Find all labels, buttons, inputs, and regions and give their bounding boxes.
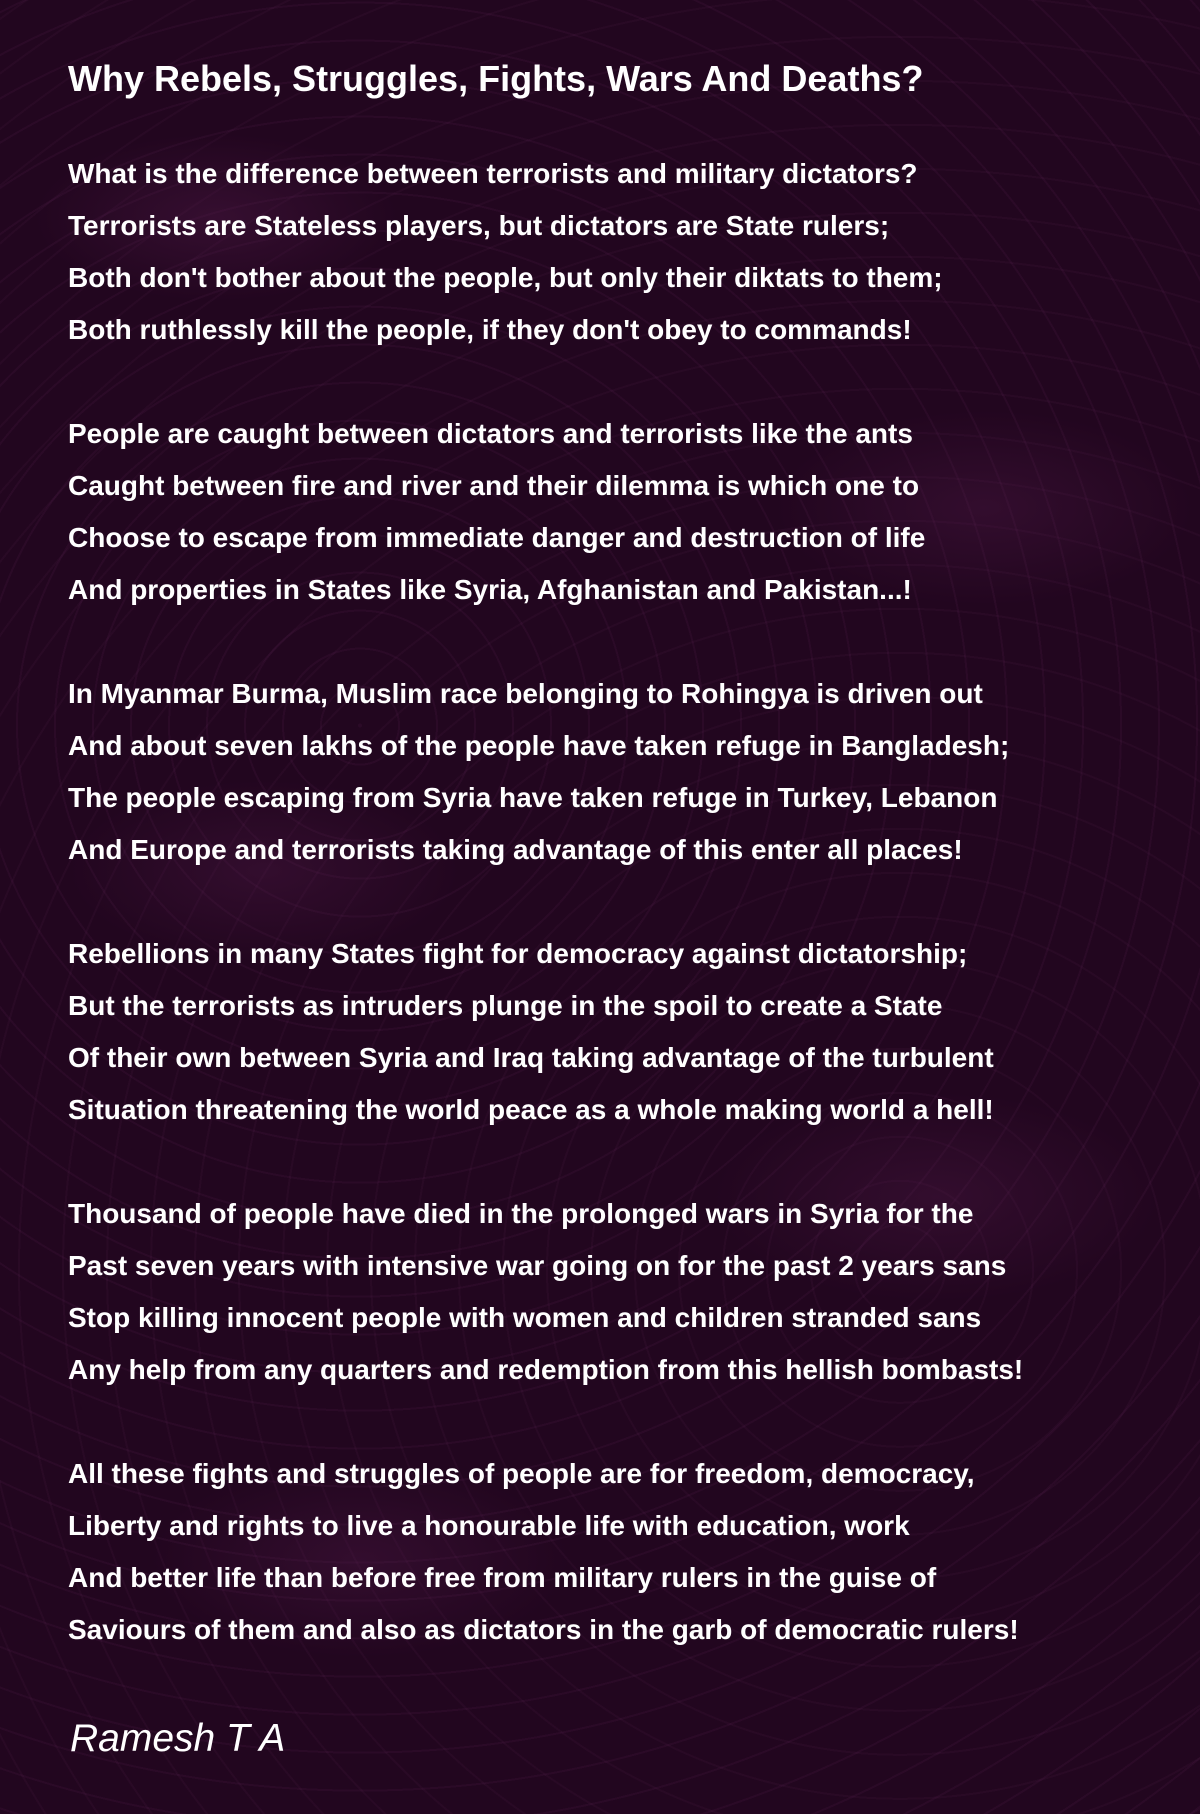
stanza-3 bbox=[68, 668, 1193, 876]
poem-line: Any help from any quarters and redemption from this hellish bombasts! bbox=[68, 1354, 1024, 1385]
poem-line: Liberty and rights to live a honourable life with education, work bbox=[68, 1510, 910, 1541]
stanza-5 bbox=[68, 1188, 1193, 1396]
poem-line: And about seven lakhs of the people have taken refuge in Bangladesh; bbox=[68, 730, 1010, 761]
poem-line: Choose to escape from immediate danger and destruction of life bbox=[68, 522, 926, 553]
poem-line: Rebellions in many States fight for democracy against dictatorship; bbox=[68, 938, 968, 969]
stanza-6 bbox=[68, 1448, 1193, 1656]
poem-line: People are caught between dictators and terrorists like the ants bbox=[68, 418, 913, 449]
poem-line: And better life than before free from military rulers in the guise of bbox=[68, 1562, 937, 1593]
poem-line: But the terrorists as intruders plunge in the spoil to create a State bbox=[68, 990, 943, 1021]
poem-line: The people escaping from Syria have taken refuge in Turkey, Lebanon bbox=[68, 782, 998, 813]
poem-line: Both don't bother about the people, but only their diktats to them; bbox=[68, 262, 943, 293]
poem-line: Stop killing innocent people with women and children stranded sans bbox=[68, 1302, 982, 1333]
stanza-4 bbox=[68, 928, 1193, 1136]
poem-line: Past seven years with intensive war going on for the past 2 years sans bbox=[68, 1250, 1007, 1281]
stanza-2 bbox=[68, 408, 1193, 616]
poem-line: Saviours of them and also as dictators in the garb of democratic rulers! bbox=[68, 1614, 1019, 1645]
poem-line: Of their own between Syria and Iraq taking advantage of the turbulent bbox=[68, 1042, 994, 1073]
poem-author: Ramesh T A bbox=[70, 1717, 286, 1760]
poem-line: Caught between fire and river and their dilemma is which one to bbox=[68, 470, 920, 501]
poem-line: Terrorists are Stateless players, but dictators are State rulers; bbox=[68, 210, 890, 241]
poem-body bbox=[68, 148, 1193, 1708]
poem-line: All these fights and struggles of people are for freedom, democracy, bbox=[68, 1458, 975, 1489]
poem-line: In Myanmar Burma, Muslim race belonging to Rohingya is driven out bbox=[68, 678, 983, 709]
stanza-1 bbox=[68, 148, 1193, 356]
poem-line: And properties in States like Syria, Afghanistan and Pakistan...! bbox=[68, 574, 912, 605]
poem-line: Both ruthlessly kill the people, if they don't obey to commands! bbox=[68, 314, 912, 345]
poem-title: Why Rebels, Struggles, Fights, Wars And Deaths? bbox=[68, 58, 924, 99]
poem-line: Situation threatening the world peace as a whole making world a hell! bbox=[68, 1094, 994, 1125]
poem-line: What is the difference between terrorists and military dictators? bbox=[68, 158, 918, 189]
poem-line: Thousand of people have died in the prolonged wars in Syria for the bbox=[68, 1198, 974, 1229]
poem-line: And Europe and terrorists taking advantage of this enter all places! bbox=[68, 834, 963, 865]
